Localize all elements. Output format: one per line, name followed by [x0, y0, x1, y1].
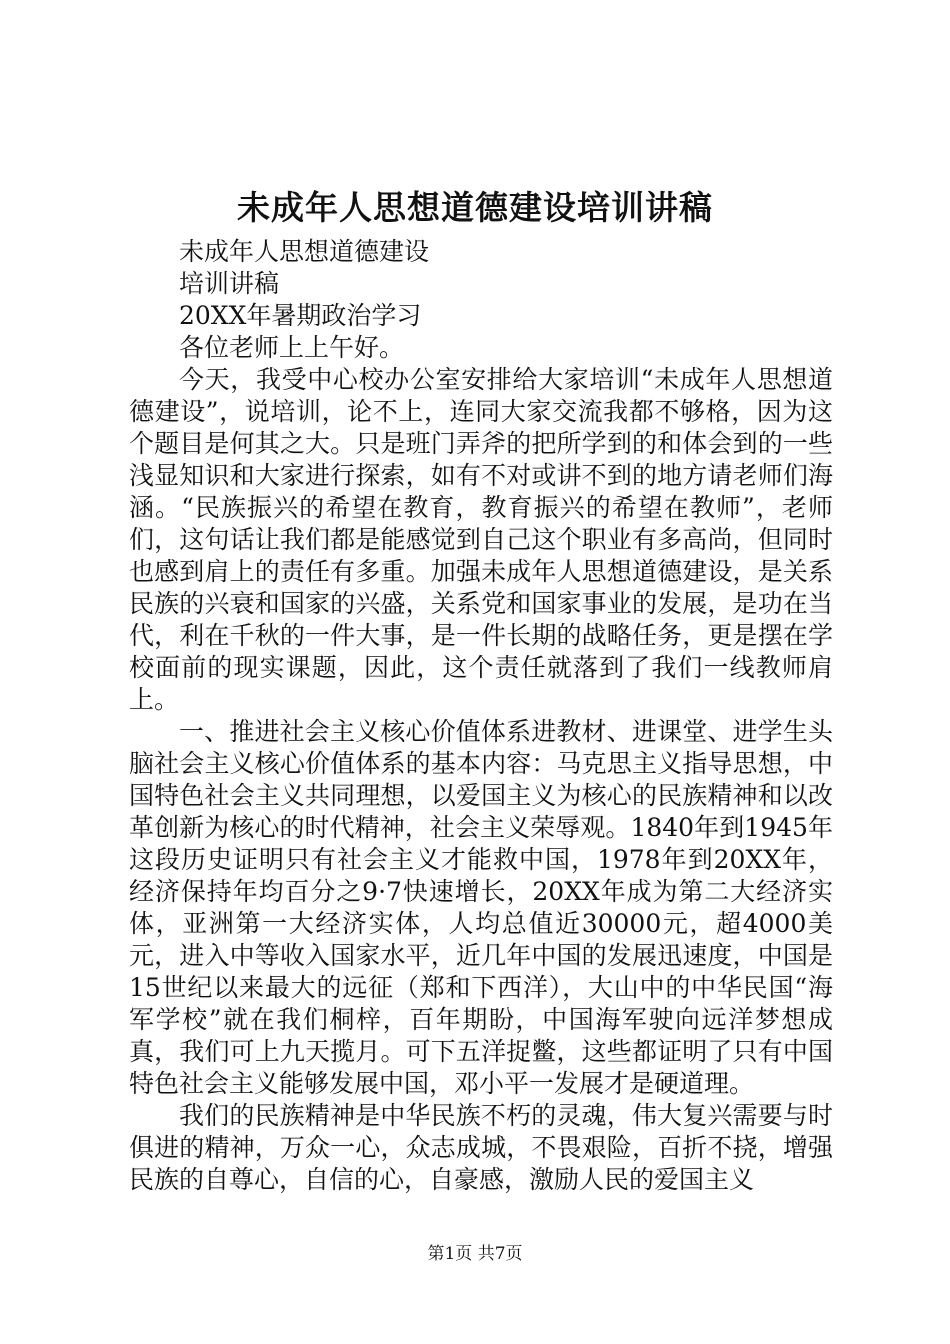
document-body [129, 236, 833, 1196]
paragraph: 我们的民族精神是中华民族不朽的灵魂，伟大复兴需要与时俱进的精神，万众一心，众志成城，不畏艰险，百折不挠，增强民族的自尊心，自信的心，自豪感，激励人民的爱国主义 [129, 1101, 833, 1194]
paragraph: 一、推进社会主义核心价值体系进教材、进课堂、进学生头脑社会主义核心价值体系的基本内容：马克思主义指导思想，中国特色社会主义共同理想，以爱国主义为核心的民族精神和以改革创新为核心的时代精神，社会主义荣辱观。1840年到1945年这段历史证明只有社会主义才能救中国，1978年到20XX年，经济保持年均百分之9·7快速增长，20XX年成为第二大经济实体，亚洲第一大经济实体，人均总值近30000元，超4000美元，进入中等收入国家水平，近几年中国的发展迅速度，中国是15世纪以来最大的远征（郑和下西洋），大山中的中华民国“海军学校”就在我们桐梓，百年期盼，中国海军驶向远洋梦想成真，我们可上九天揽月。可下五洋捉鳖，这些都证明了只有中国特色社会主义能够发展中国，邓小平一发展才是硬道理。 [129, 717, 833, 1098]
paragraph: 未成年人思想道德建设 [179, 237, 430, 266]
paragraph: 各位老师上上午好。 [179, 333, 405, 362]
paragraph: 20XX年暑期政治学习 [179, 301, 422, 330]
document-title: 未成年人思想道德建设培训讲稿 [237, 188, 713, 227]
page-footer: 第1页 共7页 [427, 1244, 523, 1264]
paragraph: 今天，我受中心校办公室安排给大家培训“未成年人思想道德建设”，说培训，论不上，连同大家交流我都不够格，因为这个题目是何其之大。只是班门弄斧的把所学到的和体会到的一些浅显知识和大家进行探索，如有不对或讲不到的地方请老师们海涵。“民族振兴的希望在教育，教育振兴的希望在教师”，老师们，这句话让我们都是能感觉到自己这个职业有多高尚，但同时也感到肩上的责任有多重。加强未成年人思想道德建设，是关系民族的兴衰和国家的兴盛，关系党和国家事业的发展，是功在当代，利在千秋的一件大事，是一件长期的战略任务，更是摆在学校面前的现实课题，因此，这个责任就落到了我们一线教师肩上。 [129, 365, 833, 714]
paragraph: 培训讲稿 [179, 269, 280, 298]
